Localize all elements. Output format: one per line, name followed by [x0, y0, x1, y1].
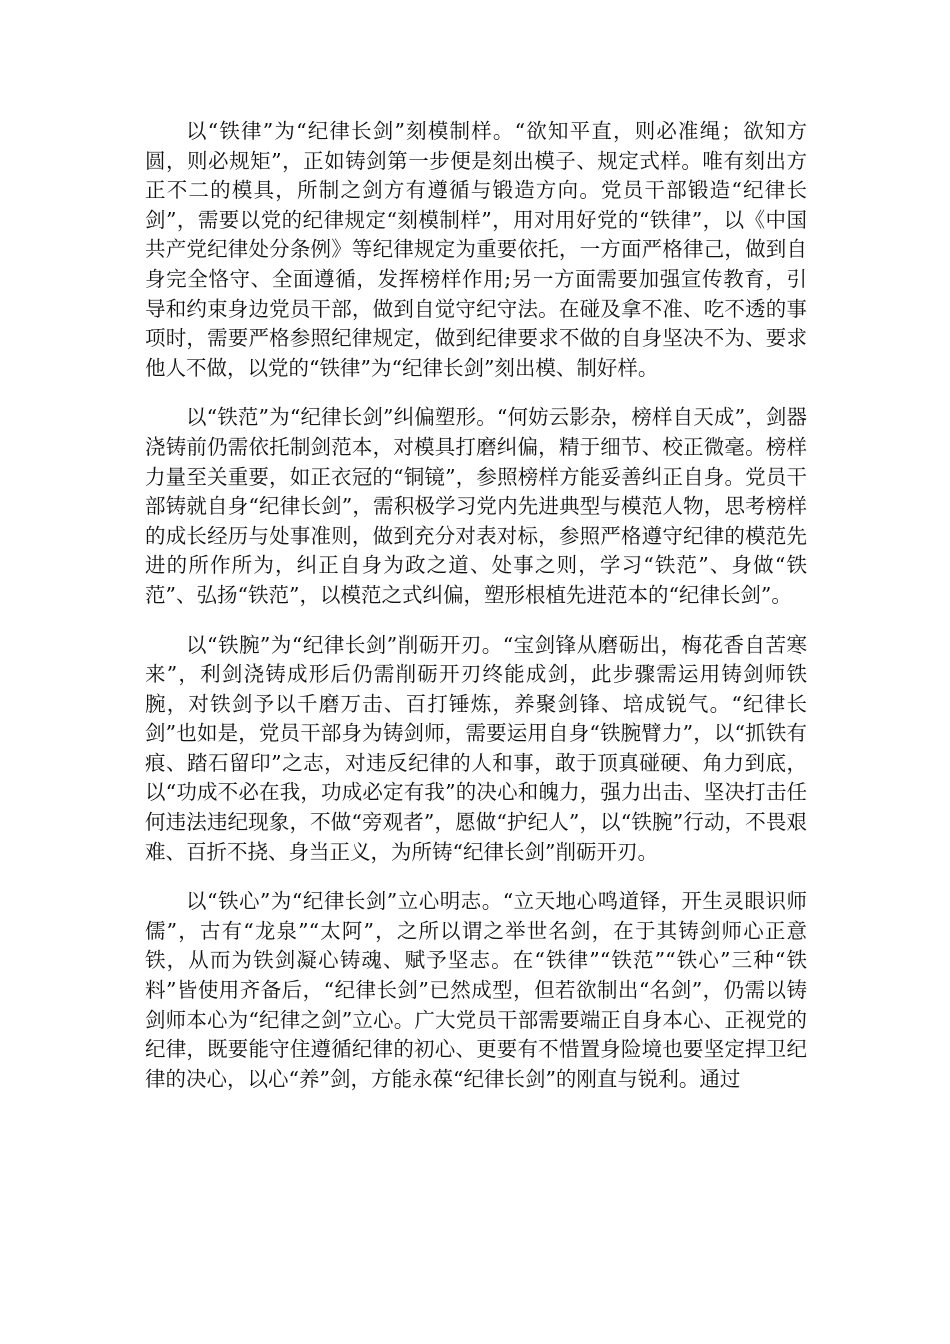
document-body — [145, 117, 807, 1114]
paragraph-iron-law: 以“铁律”为“纪律长剑”刻模制样。“欲知平直，则必准绳；欲知方圆，则必规矩”，正如铸剑第一步便是刻出模子、规定式样。唯有刻出方正不二的模具，所制之剑方有遵循与锻造方向。党员干部锻造“纪律长剑”，需要以党的纪律规定“刻模制样”，用对用好党的“铁律”，以《中国共产党纪律处分条例》等纪律规定为重要依托，一方面严格律己，做到自身完全恪守、全面遵循，发挥榜样作用;另一方面需要加强宣传教育，引导和约束身边党员干部，做到自觉守纪守法。在碰及拿不准、吃不透的事项时，需要严格参照纪律规定，做到纪律要求不做的自身坚决不为、要求他人不做，以党的“铁律”为“纪律长剑”刻出模、制好样。 — [145, 119, 807, 380]
paragraph-iron-model: 以“铁范”为“纪律长剑”纠偏塑形。“何妨云影杂，榜样自天成”，剑器浇铸前仍需依托制剑范本，对模具打磨纠偏，精于细节、校正微毫。榜样力量至关重要，如正衣冠的“铜镜”，参照榜样方能妥善纠正自身。党员干部铸就自身“纪律长剑”，需积极学习党内先进典型与模范人物，思考榜样的成长经历与处事准则，做到充分对表对标，参照严格遵守纪律的模范先进的所作所为，纠正自身为政之道、处事之则，学习“铁范”、身做“铁范”、弘扬“铁范”，以模范之式纠偏，塑形根植先进范本的“纪律长剑”。 — [145, 405, 807, 607]
paragraph-iron-heart: 以“铁心”为“纪律长剑”立心明志。“立天地心鸣道铎，开生灵眼识师儒”，古有“龙泉”“太阿”，之所以谓之举世名剑，在于其铸剑师心正意铁，从而为铁剑凝心铸魂、赋予坚志。在“铁律”“铁范”“铁心”三种“铁料”皆使用齐备后，“纪律长剑”已然成型，但若欲制出“名剑”，仍需以铸剑师本心为“纪律之剑”立心。广大党员干部需要端正自身本心、正视党的纪律，既要能守住遵循纪律的初心、更要有不惜置身险境也要坚定捍卫纪律的决心，以心“养”剑，方能永葆“纪律长剑”的刚直与锐利。通过 — [145, 889, 807, 1091]
paragraph-iron-wrist: 以“铁腕”为“纪律长剑”削砺开刃。“宝剑锋从磨砺出，梅花香自苦寒来”，利剑浇铸成形后仍需削砺开刃终能成剑，此步骤需运用铸剑师铁腕，对铁剑予以千磨万击、百打锤炼，养聚剑锋、培成锐气。“纪律长剑”也如是，党员干部身为铸剑师，需要运用自身“铁腕臂力”，以“抓铁有痕、踏石留印”之志，对违反纪律的人和事，敢于顶真碰硬、角力到底，以“功成不必在我，功成必定有我”的决心和魄力，强力出击、坚决打击任何违法违纪现象，不做“旁观者”，愿做“护纪人”，以“铁腕”行动，不畏艰难、百折不挠、身当正义，为所铸“纪律长剑”削砺开刃。 — [145, 632, 807, 864]
